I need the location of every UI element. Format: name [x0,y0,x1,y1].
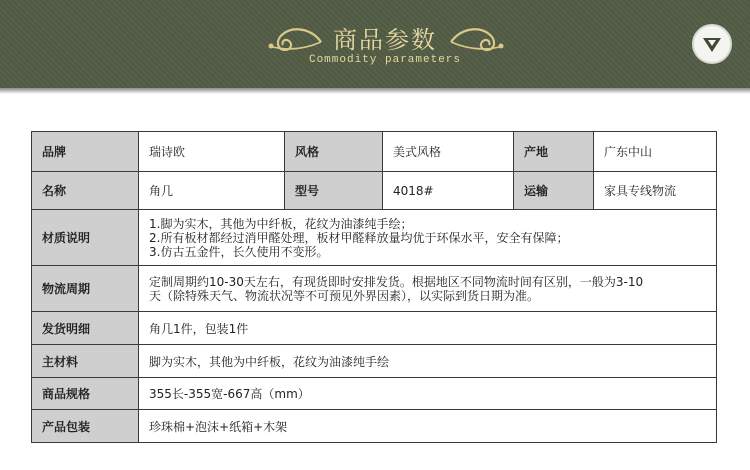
logistics-line: 定制周期约10-30天左右，有现货即时安排发货。根据地区不同物流时间有区别，一般为3-10 [149,274,644,289]
banner-shadow [0,88,750,94]
shipment-label: 发货明细 [32,312,139,345]
material-desc-line: 2.所有板材都经过消甲醛处理，板材甲醛释放量均优于环保水平，安全有保障； [149,230,569,245]
model-value: 4018# [383,172,514,210]
page-title: 商品参数 [333,26,437,54]
params-table [31,131,717,443]
flourish-right-icon [447,20,509,60]
material-desc-label: 材质说明 [32,210,139,266]
scroll-down-button[interactable] [692,24,732,64]
shipping-value: 家具专线物流 [594,172,717,210]
table-row [32,132,717,172]
page-subtitle: Commodity parameters [308,54,462,66]
origin-value: 广东中山 [594,132,717,172]
name-value: 角几 [139,172,285,210]
spec-label: 商品规格 [32,378,139,410]
table-row [32,312,717,345]
material-desc-value [139,210,717,266]
logistics-label: 物流周期 [32,266,139,312]
main-material-value: 脚为实木，其他为中纤板，花纹为油漆纯手绘 [139,345,717,378]
packaging-value: 珍珠棉+泡沫+纸箱+木架 [139,410,717,443]
origin-label: 产地 [514,132,594,172]
table-row [32,210,717,266]
main-material-label: 主材料 [32,345,139,378]
shipping-label: 运输 [514,172,594,210]
brand-value: 瑞诗欧 [139,132,285,172]
material-desc-line: 3.仿古五金件，长久使用不变形。 [149,244,329,259]
brand-label: 品牌 [32,132,139,172]
material-desc-line: 1.脚为实木，其他为中纤板，花纹为油漆纯手绘； [149,216,413,231]
style-value: 美式风格 [383,132,514,172]
table-row [32,410,717,443]
style-label: 风格 [285,132,383,172]
packaging-label: 产品包装 [32,410,139,443]
table-row [32,378,717,410]
shipment-value: 角几1件，包装1件 [139,312,717,345]
spec-value: 355长-355宽-667高（mm） [139,378,717,410]
table-row [32,266,717,312]
table-row [32,345,717,378]
chevron-down-icon [701,34,723,56]
model-label: 型号 [285,172,383,210]
logistics-line: 天（除特殊天气、物流状况等不可预见外界因素），以实际到货日期为准。 [149,288,540,303]
table-row [32,172,717,210]
logistics-value [139,266,717,312]
name-label: 名称 [32,172,139,210]
